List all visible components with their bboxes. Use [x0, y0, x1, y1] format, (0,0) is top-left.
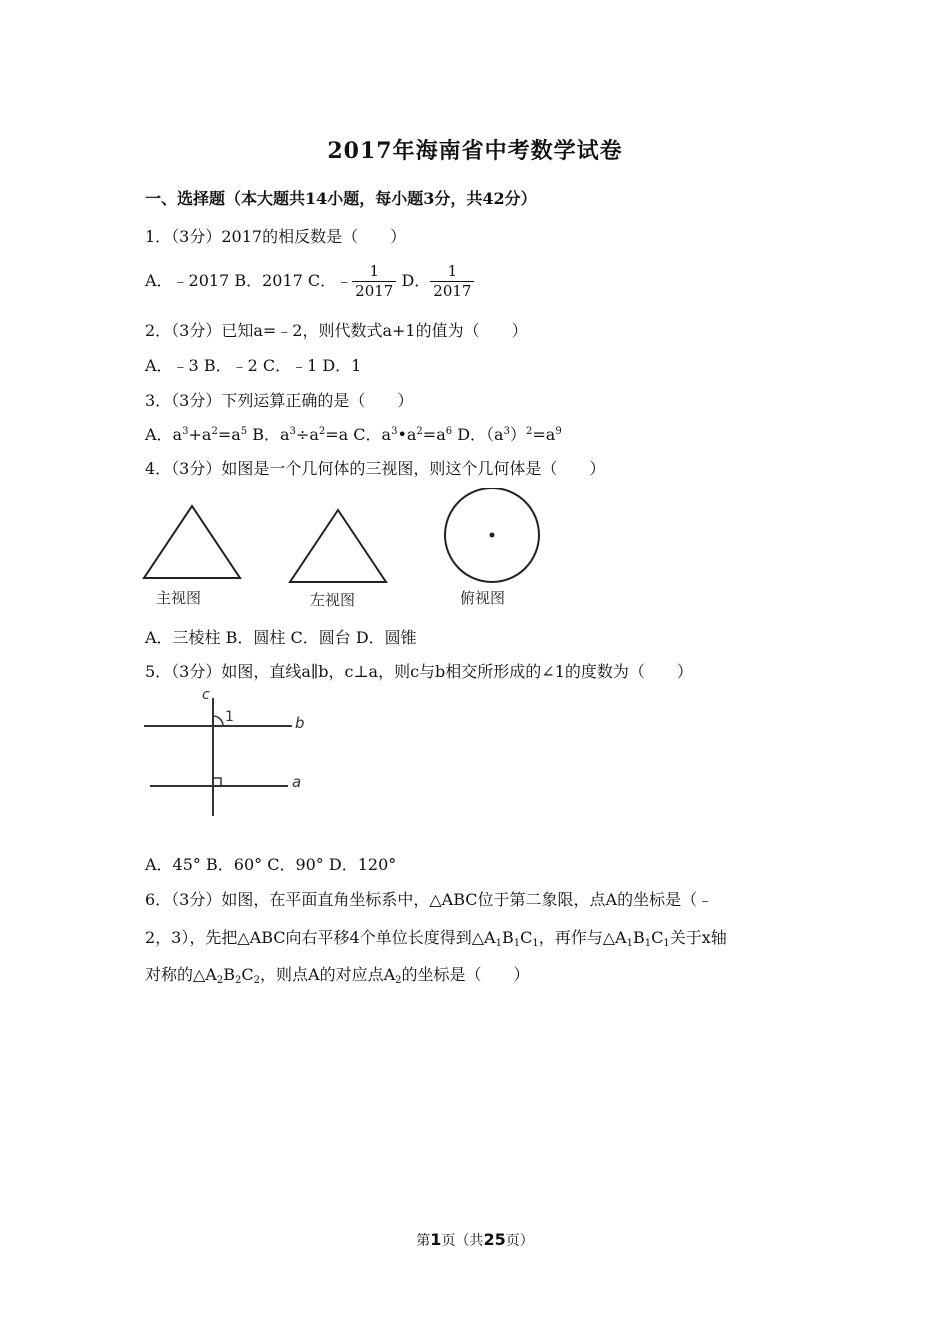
q3-exp: 2 — [416, 426, 423, 437]
section-heading: 一、选择题（本大题共14小题，每小题3分，共42分） — [145, 189, 537, 208]
q6-sub: 2 — [235, 975, 242, 986]
q6-text: B — [501, 928, 514, 947]
q1-options-mid: D． — [396, 271, 431, 290]
question-3-stem: 3．（3分）下列运算正确的是（ ） — [145, 391, 414, 410]
question-2-options: A．﹣3 B．﹣2 C．﹣1 D．1 — [145, 356, 362, 375]
caption-side-view: 左视图 — [310, 591, 356, 609]
q1-options-prefix: A．﹣2017 B．2017 C．﹣ — [145, 271, 353, 290]
caption-top-view: 俯视图 — [460, 589, 506, 607]
q6-sub: 1 — [663, 938, 670, 949]
footer-middle: 页（共 — [441, 1233, 484, 1249]
label-angle-1: 1 — [225, 709, 234, 725]
q6-text: C — [520, 928, 533, 947]
footer-prefix: 第 — [416, 1233, 431, 1249]
q3-exp: 9 — [555, 426, 562, 437]
q3-opt-a: A．a — [145, 425, 183, 444]
question-5-stem: 5．（3分）如图，直线a∥b，c⊥a，则c与b相交所形成的∠1的度数为（ ） — [145, 662, 693, 681]
question-6-line-2 — [145, 925, 727, 948]
caption-front-view: 主视图 — [156, 589, 202, 607]
q6-sub: 1 — [495, 938, 502, 949]
page-footer — [0, 1230, 950, 1250]
q1-fraction-c — [352, 262, 396, 301]
q6-sub: 2 — [216, 975, 224, 986]
question-5-options: A．45° B．60° C．90° D．120° — [145, 855, 397, 874]
q3-exp: 3 — [289, 426, 296, 437]
q6-text: 的坐标是（ ） — [401, 965, 530, 984]
q6-sub: 1 — [532, 938, 539, 949]
q1-frac-c-den: 2017 — [355, 282, 394, 300]
q6-text: ，再作与△A — [538, 928, 627, 947]
angle-1-arc — [213, 716, 223, 726]
q3-exp: 2 — [525, 426, 533, 437]
q3-exp: 5 — [240, 426, 248, 437]
q1-frac-c-num: 1 — [352, 262, 396, 282]
q6-text: 2，3），先把△ABC向右平移4个单位长度得到△A — [145, 928, 496, 947]
q3-text: •a — [397, 425, 417, 444]
q3-text: =a — [325, 425, 349, 444]
q3-opt-c: C．a — [348, 425, 392, 444]
footer-suffix: 页） — [505, 1233, 534, 1249]
q3-text: =a — [422, 425, 446, 444]
front-view-triangle — [144, 506, 240, 578]
q3-opt-d: D．（a — [452, 425, 504, 444]
q6-text: C — [241, 965, 254, 984]
q3-exp: 2 — [318, 426, 326, 437]
q6-sub: 1 — [644, 938, 652, 949]
label-b: b — [295, 714, 305, 732]
label-a: a — [292, 773, 302, 791]
q6-sub: 2 — [253, 975, 261, 986]
q6-sub: 1 — [513, 938, 521, 949]
question-4-stem: 4．（3分）如图是一个几何体的三视图，则这个几何体是（ ） — [145, 459, 606, 478]
q3-exp: 3 — [391, 426, 398, 437]
q6-sub: 2 — [395, 975, 402, 986]
footer-page-number: 1 — [430, 1230, 442, 1249]
three-views-figure — [140, 488, 560, 618]
exam-title: 2017年海南省中考数学试卷 — [327, 138, 623, 164]
q3-exp: 3 — [182, 426, 189, 437]
parallel-lines-figure — [140, 686, 315, 821]
q3-text: ） — [509, 425, 526, 444]
q1-fraction-d — [430, 262, 474, 301]
q1-frac-d-num: 1 — [430, 262, 474, 282]
q3-exp: 6 — [445, 426, 453, 437]
q6-text: 对称的△A — [145, 965, 217, 984]
q3-text: =a — [217, 425, 241, 444]
q6-sub: 1 — [626, 938, 633, 949]
label-c: c — [202, 687, 210, 703]
q3-exp: 2 — [211, 426, 218, 437]
q6-text: C — [651, 928, 664, 947]
q3-text: +a — [188, 425, 212, 444]
q6-text: 关于x轴 — [669, 928, 727, 947]
question-6-line-1: 6．（3分）如图，在平面直角坐标系中，△ABC位于第二象限，点A的坐标是（﹣ — [145, 890, 714, 909]
q1-frac-d-den: 2017 — [433, 282, 472, 300]
q6-text: ，则点A的对应点A — [260, 965, 396, 984]
q3-exp: 3 — [503, 426, 510, 437]
side-view-triangle — [290, 510, 386, 582]
question-6-line-3 — [145, 962, 530, 985]
question-4-options: A．三棱柱 B．圆柱 C．圆台 D．圆锥 — [145, 628, 417, 647]
q3-opt-b: B．a — [247, 425, 290, 444]
q3-text: =a — [532, 425, 556, 444]
top-view-center-dot — [490, 533, 495, 538]
q3-text: ÷a — [295, 425, 319, 444]
question-1-stem: 1．（3分）2017的相反数是（ ） — [145, 227, 407, 246]
q6-text: B — [632, 928, 645, 947]
question-3-options — [145, 422, 562, 445]
footer-total-pages: 25 — [483, 1230, 506, 1249]
question-1-options — [145, 262, 474, 301]
q6-text: B — [223, 965, 236, 984]
question-2-stem: 2．（3分）已知a=﹣2，则代数式a+1的值为（ ） — [145, 321, 528, 340]
right-angle-mark — [213, 778, 221, 786]
